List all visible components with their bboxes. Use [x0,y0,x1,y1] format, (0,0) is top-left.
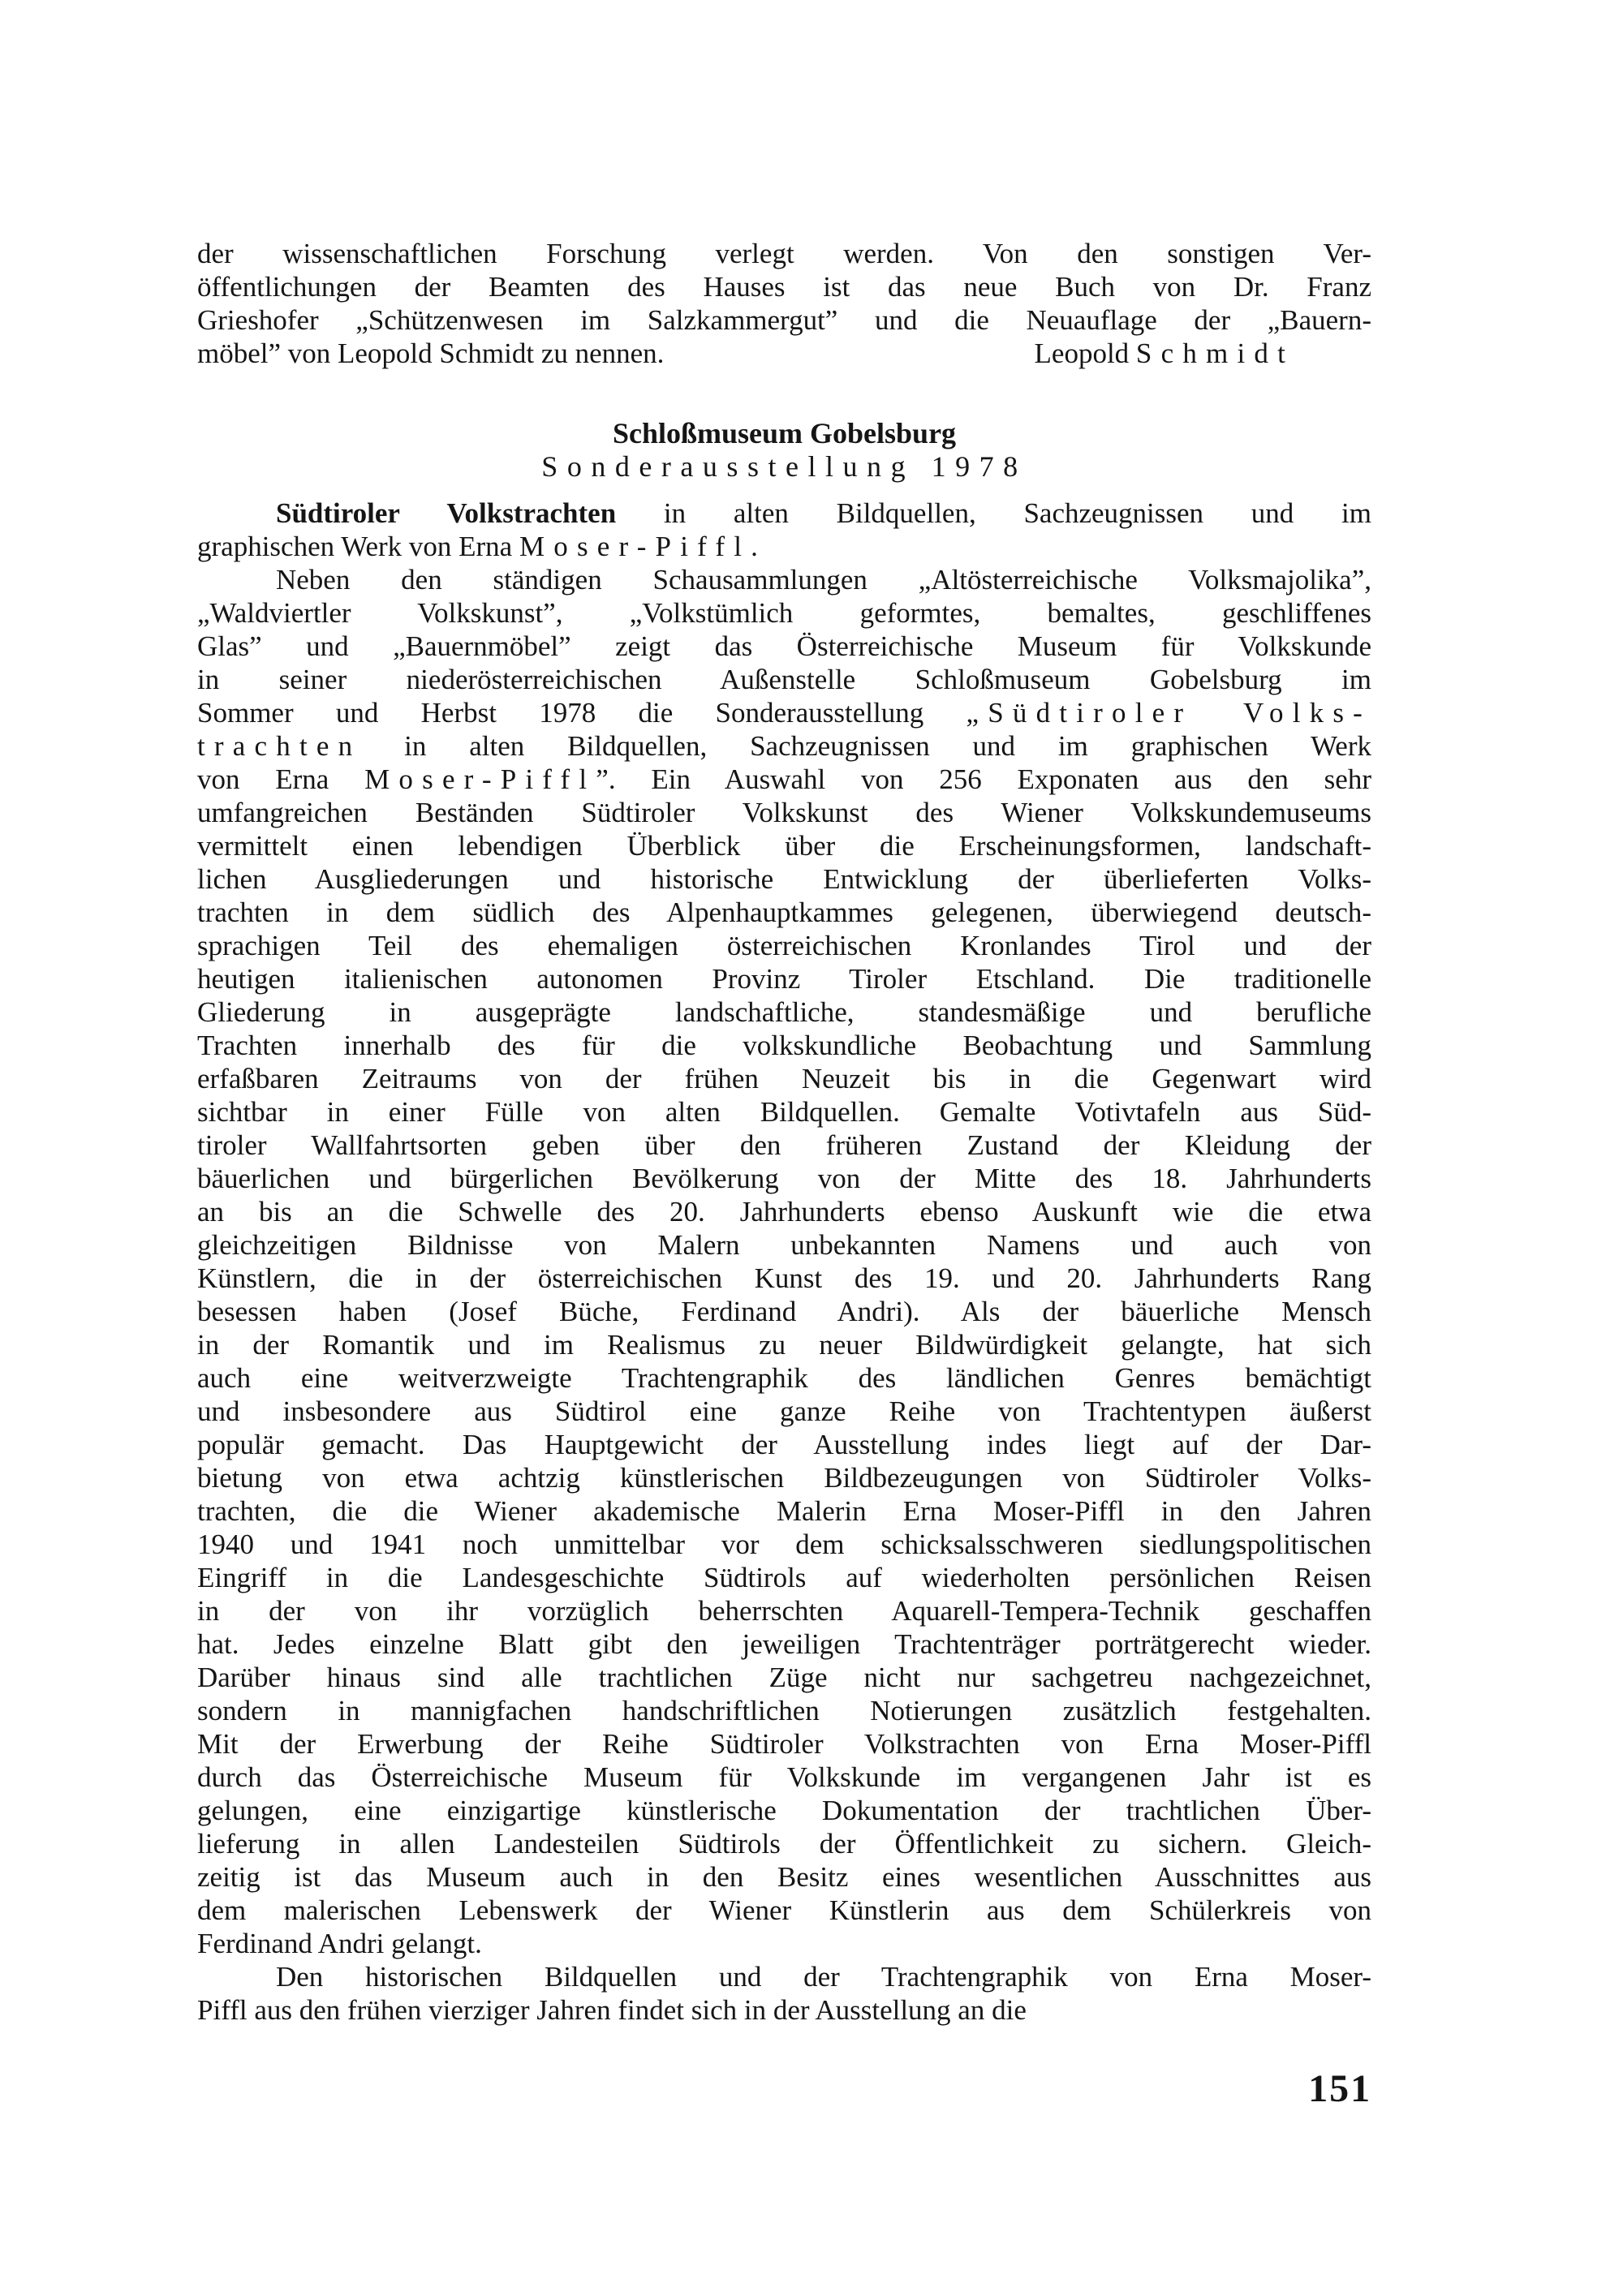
text-line: in der von ihr vorzüglich beherrschten Aquarell-Tempera-Technik geschaffen [197,1595,1371,1627]
text-line: populär gemacht. Das Hauptgewicht der Ausstellung indes liegt auf der Dar- [197,1429,1371,1460]
text-line: Künstlern, die in der österreichischen Kunst des 19. und 20. Jahrhunderts Rang [197,1262,1371,1294]
text-segment: von Erna [197,763,365,795]
paragraph-3 [197,563,1371,1960]
text-line: gleichzeitigen Bildnisse von Malern unbekannten Namens und auch von [197,1229,1371,1261]
text-block [197,237,1371,2109]
paragraph-1 [197,237,1371,370]
text-line: an bis an die Schwelle des 20. Jahrhunderts ebenso Auskunft wie die etwa [197,1196,1371,1228]
text-line: gelungen, eine einzigartige künstlerische Dokumentation der trachtlichen Über- [197,1795,1371,1826]
page-number: 151 [1308,2067,1371,2110]
text-line: Grieshofer „Schützenwesen im Salzkammergut” und die Neuauflage der „Bauern- [197,304,1371,336]
text-line [197,729,1371,763]
text-line: in der Romantik und im Realismus zu neuer Bildwürdigkeit gelangte, hat sich [197,1329,1371,1361]
text-line: Trachten innerhalb des für die volkskundliche Beobachtung und Sammlung [197,1030,1371,1061]
text-line [197,337,1371,370]
text-line [197,497,1371,530]
text-line: und insbesondere aus Südtirol eine ganze Reihe von Trachtentypen äußerst [197,1395,1371,1427]
text-line: „Waldviertler Volkskunst”, „Volkstümlich geformtes, bemaltes, geschliffenes [197,597,1371,629]
text-line [197,763,1371,796]
text-line: trachten, die die Wiener akademische Malerin Erna Moser-Piffl in den Jahren [197,1495,1371,1527]
author-first-name: Leopold [1034,338,1136,369]
text-line: 1940 und 1941 noch unmittelbar vor dem schicksalsschweren siedlungspolitischen [197,1529,1371,1560]
text-line: öffentlichungen der Beamten des Hauses ist das neue Buch von Dr. Franz [197,271,1371,303]
text-line: sprachigen Teil des ehemaligen österreichischen Kronlandes Tirol und der [197,930,1371,961]
text-line: Ferdinand Andri gelangt. [197,1928,482,1959]
text-line: vermittelt einen lebendigen Überblick über die Erscheinungsformen, landschaft- [197,830,1371,862]
paragraph-2 [197,497,1371,563]
text-line: umfangreichen Beständen Südtiroler Volkskunst des Wiener Volkskundemuseums [197,797,1371,828]
text-line: sichtbar in einer Fülle von alten Bildquellen. Gemalte Votivtafeln aus Süd- [197,1096,1371,1128]
paragraph-end-text: möbel” von Leopold Schmidt zu nennen. [197,338,665,369]
text-line: Neben den ständigen Schausammlungen „Altösterreichische Volksmajolika”, [276,564,1371,595]
text-line: Den historischen Bildquellen und der Trachtengraphik von Erna Moser- [276,1961,1371,1993]
text-line: Glas” und „Bauernmöbel” zeigt das Österreichische Museum für Volkskunde [197,630,1371,662]
text-line: tiroler Wallfahrtsorten geben über den früheren Zustand der Kleidung der [197,1129,1371,1161]
text-segment: in alten Bildquellen, Sachzeugnissen und im [616,497,1371,529]
section-heading: Schloßmuseum Gobelsburg [612,417,957,449]
text-line: Gliederung in ausgeprägte landschaftliche, standesmäßige und berufliche [197,996,1371,1028]
text-line: auch eine weitverzweigte Trachtengraphik des ländlichen Genres bemächtigt [197,1362,1371,1394]
text-line: bietung von etwa achtzig künstlerischen Bildbezeugungen von Südtiroler Volks- [197,1462,1371,1494]
text-line: bäuerlichen und bürgerlichen Bevölkerung von der Mitte des 18. Jahrhunderts [197,1163,1371,1194]
text-line: der wissenschaftlichen Forschung verlegt werden. Von den sonstigen Ver- [197,238,1371,269]
text-line [197,696,1371,729]
text-segment: Sommer und Herbst 1978 die Sonderausstellung [197,697,966,729]
text-line: hat. Jedes einzelne Blatt gibt den jeweiligen Trachtenträger porträtgerecht wieder. [197,1628,1371,1660]
text-line [197,530,1371,563]
text-line: lichen Ausgliederungen und historische Entwicklung der überlieferten Volks- [197,863,1371,895]
text-segment: in alten Bildquellen, Sachzeugnissen und im graphischen Werk [361,730,1371,762]
text-line: Darüber hinaus sind alle trachtlichen Züge nicht nur sachgetreu nachgezeichnet, [197,1662,1371,1693]
text-line: erfaßbaren Zeitraums von der frühen Neuzeit bis in die Gegenwart wird [197,1063,1371,1094]
author-signature [1035,337,1294,370]
text-line: Eingriff in die Landesgeschichte Südtirols auf wiederholten persönlichen Reisen [197,1562,1371,1593]
text-line: Mit der Erwerbung der Reihe Südtiroler Volkstrachten von Erna Moser-Piffl [197,1728,1371,1760]
text-line: heutigen italienischen autonomen Provinz Tiroler Etschland. Die traditionelle [197,963,1371,995]
letterspaced-name: Moser-Piffl. [519,531,768,562]
text-line: Piffl aus den frühen vierziger Jahren findet sich in der Ausstellung an die [197,1994,1027,2026]
author-last-name: Schmidt [1135,338,1294,369]
letterspaced-name: Moser-Piffl [364,763,596,795]
paragraph-3-lines-b [197,796,1371,1927]
text-line: durch das Österreichische Museum für Volkskunde im vergangenen Jahr ist es [197,1761,1371,1793]
text-line: lieferung in allen Landesteilen Südtirols der Öffentlichkeit zu sichern. Gleich- [197,1828,1371,1860]
paragraph-4 [197,1960,1371,2027]
bold-lead-text: Südtiroler Volkstrachten [276,497,617,529]
text-line: sondern in mannigfachen handschriftlichen Notierungen zusätzlich festgehalten. [197,1695,1371,1726]
text-line: trachten in dem südlich des Alpenhauptkammes gelegenen, überwiegend deutsch- [197,896,1371,928]
section-subheading: Sonderausstellung 1978 [541,450,1027,483]
text-line: besessen haben (Josef Büche, Ferdinand Andri). Als der bäuerliche Mensch [197,1296,1371,1327]
paragraph-3-lines-a [197,596,1371,696]
text-line: in seiner niederösterreichischen Außenstelle Schloßmuseum Gobelsburg im [197,664,1371,695]
text-segment: ”. Ein Auswahl von 256 Exponaten aus den sehr [596,763,1371,795]
text-line: dem malerischen Lebenswerk der Wiener Künstlerin aus dem Schülerkreis von [197,1894,1371,1926]
letterspaced-title: „Südtiroler Volks- [966,697,1372,729]
letterspaced-title: trachten [197,730,362,762]
text-segment: graphischen Werk von Erna [197,531,519,562]
text-line: zeitig ist das Museum auch in den Besitz eines wesentlichen Ausschnittes aus [197,1861,1371,1893]
